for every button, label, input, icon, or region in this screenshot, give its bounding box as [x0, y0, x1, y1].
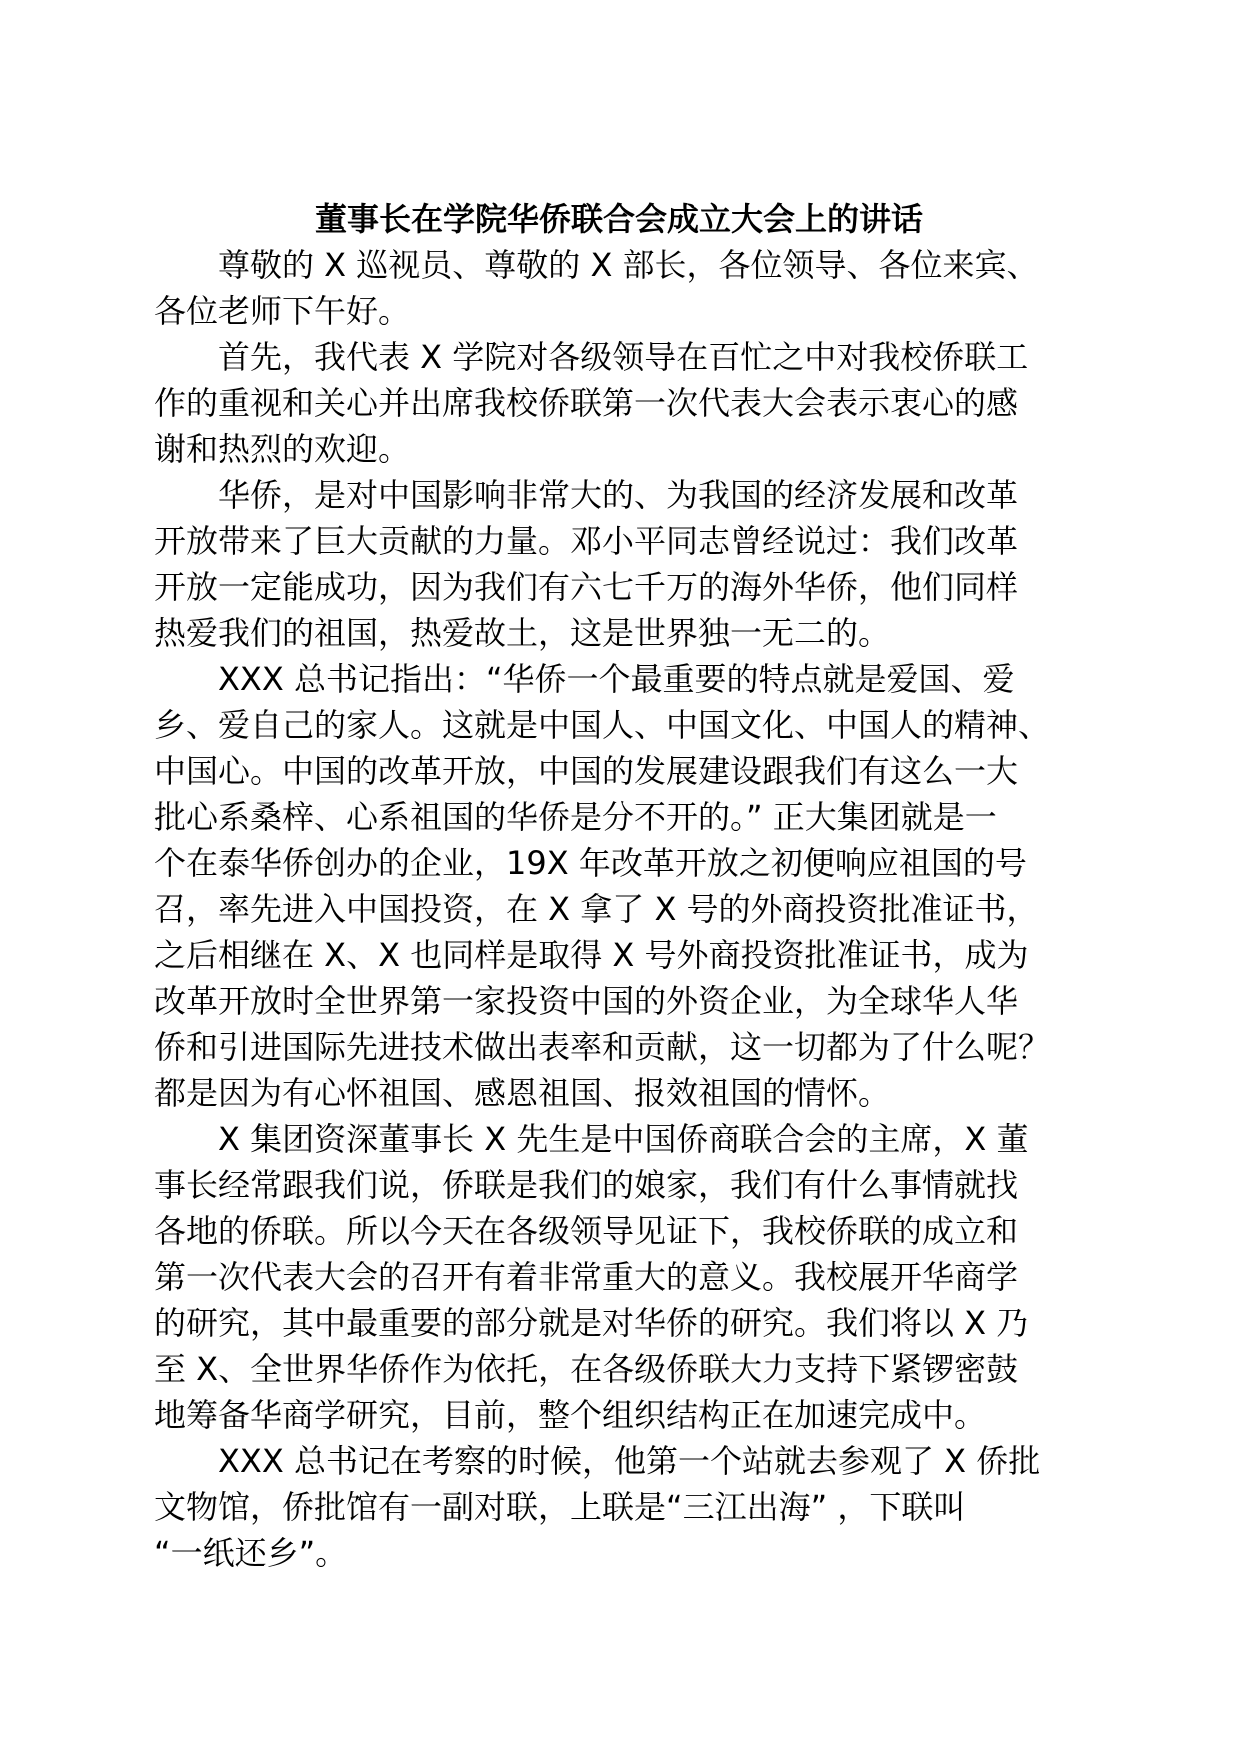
text-line: 中国心。中国的改革开放，中国的发展建设跟我们有这么一大 [154, 752, 1019, 790]
paragraph-general-secretary-quote [154, 656, 1084, 1116]
text-line: 事长经常跟我们说，侨联是我们的娘家，我们有什么事情就找 [154, 1166, 1019, 1204]
text-line: XXX 总书记指出：“华侨一个最重要的特点就是爱国、爱 [218, 660, 1015, 698]
paragraph-museum-visit [154, 1438, 1084, 1576]
text-line: 各位老师下午好。 [154, 292, 411, 330]
text-line: 侨和引进国际先进技术做出表率和贡献，这一切都为了什么呢？ [154, 1028, 1051, 1066]
text-line: 文物馆，侨批馆有一副对联，上联是“三江出海” ，下联叫 [154, 1488, 966, 1526]
text-line: 作的重视和关心并出席我校侨联第一次代表大会表示衷心的感 [154, 384, 1019, 422]
text-line: 首先，我代表 X 学院对各级领导在百忙之中对我校侨联工 [218, 338, 1029, 376]
text-line: 个在泰华侨创办的企业，19X 年改革开放之初便响应祖国的号 [154, 844, 1027, 882]
text-line: “一纸还乡”。 [154, 1534, 348, 1572]
text-line: 开放一定能成功，因为我们有六七千万的海外华侨，他们同样 [154, 568, 1019, 606]
paragraph-group-chairman [154, 1116, 1084, 1438]
text-line: 至 X、全世界华侨作为依托，在各级侨联大力支持下紧锣密鼓 [154, 1350, 1019, 1388]
text-line: 乡、爱自己的家人。这就是中国人、中国文化、中国人的精神、 [154, 706, 1051, 744]
text-line: XXX 总书记在考察的时候，他第一个站就去参观了 X 侨批 [218, 1442, 1041, 1480]
text-line: 地筹备华商学研究，目前，整个组织结构正在加速完成中。 [154, 1396, 987, 1434]
text-line: 的研究，其中最重要的部分就是对华侨的研究。我们将以 X 乃 [154, 1304, 1029, 1342]
text-line: 华侨，是对中国影响非常大的、为我国的经济发展和改革 [218, 476, 1019, 514]
text-line: 开放带来了巨大贡献的力量。邓小平同志曾经说过：我们改革 [154, 522, 1019, 560]
text-line: X 集团资深董事长 X 先生是中国侨商联合会的主席，X 董 [218, 1120, 1029, 1158]
text-line: 批心系桑梓、心系祖国的华侨是分不开的。” 正大集团就是一 [154, 798, 997, 836]
text-line: 都是因为有心怀祖国、感恩祖国、报效祖国的情怀。 [154, 1074, 891, 1112]
paragraph-overseas-chinese [154, 472, 1084, 656]
text-line: 改革开放时全世界第一家投资中国的外资企业，为全球华人华 [154, 982, 1019, 1020]
text-line: 热爱我们的祖国，热爱故土，这是世界独一无二的。 [154, 614, 891, 652]
text-line: 第一次代表大会的召开有着非常重大的意义。我校展开华商学 [154, 1258, 1019, 1296]
text-line: 谢和热烈的欢迎。 [154, 430, 411, 468]
text-line: 召，率先进入中国投资，在 X 拿了 X 号的外商投资批准证书， [154, 890, 1039, 928]
speech-document [154, 196, 1084, 1576]
document-title: 董事长在学院华侨联合会成立大会上的讲话 [314, 200, 923, 238]
text-line: 之后相继在 X、X 也同样是取得 X 号外商投资批准证书，成为 [154, 936, 1029, 974]
paragraph-thanks [154, 334, 1084, 472]
text-line: 尊敬的 X 巡视员、尊敬的 X 部长，各位领导、各位来宾、 [218, 246, 1039, 284]
text-line: 各地的侨联。所以今天在各级领导见证下，我校侨联的成立和 [154, 1212, 1019, 1250]
paragraph-greeting [154, 242, 1084, 334]
